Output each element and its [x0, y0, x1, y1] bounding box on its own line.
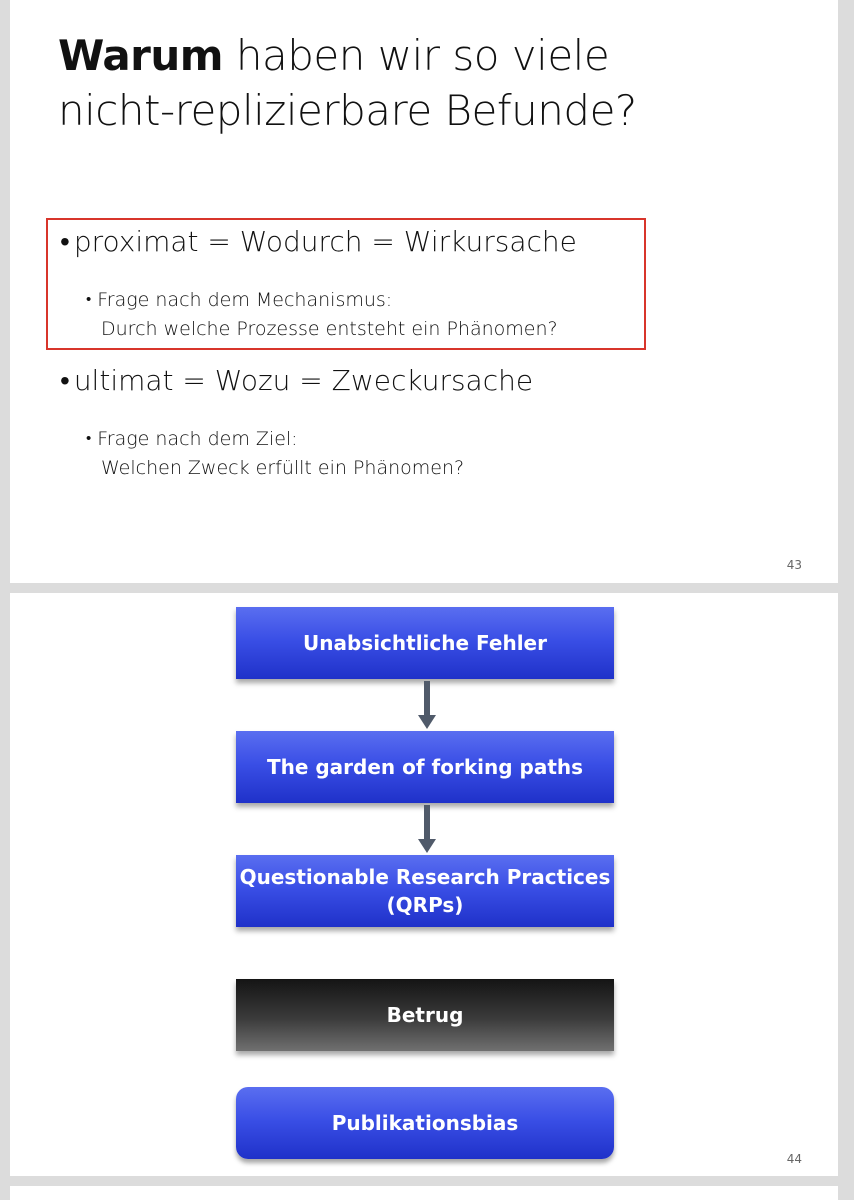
- slide-43: [10, 0, 838, 583]
- flow-box-publikationsbias: [236, 1087, 614, 1159]
- flow-box-label-line2: (QRPs): [386, 893, 464, 917]
- sub-bullet-mechanismus-line1: Frage nach dem Mechanismus:: [97, 289, 393, 311]
- title-bold-word: Warum: [58, 31, 224, 80]
- flow-box-qrps: [236, 855, 614, 927]
- title-line1-rest: haben wir so viele: [223, 31, 610, 80]
- bullet-dot: •: [60, 225, 70, 258]
- flow-box-label: Publikationsbias: [331, 1111, 519, 1135]
- title-line2: nicht-replizierbare Befunde?: [58, 86, 637, 135]
- sub-bullet-ziel-line1: Frage nach dem Ziel:: [97, 428, 298, 450]
- flow-box-label: [240, 863, 611, 919]
- flow-box-unabsichtliche-fehler: [236, 607, 614, 679]
- flow-box-label-line1: Questionable Research Practices: [239, 865, 611, 889]
- bullet-ultimat: [60, 364, 533, 397]
- slide-45-partial: [10, 1186, 838, 1200]
- page-number: 43: [786, 558, 802, 572]
- flow-box-betrug: [236, 979, 614, 1051]
- bullet-proximat: [60, 225, 577, 258]
- bullet-ultimat-text: ultimat = Wozu = Zweckursache: [73, 364, 534, 397]
- sub-bullet-dot: •: [86, 429, 92, 447]
- flow-box-label: Betrug: [386, 1003, 464, 1027]
- page-number: 44: [786, 1152, 802, 1166]
- flow-box-label: Unabsichtliche Fehler: [303, 631, 547, 655]
- sub-bullet-mechanismus-line2: Durch welche Prozesse entsteht ein Phänomen?: [101, 318, 558, 340]
- sub-bullet-ziel-line2: Welchen Zweck erfüllt ein Phänomen?: [101, 457, 465, 479]
- bullet-proximat-text: proximat = Wodurch = Wirkursache: [73, 225, 577, 258]
- sub-bullet-ziel: [86, 424, 464, 483]
- bullet-dot: •: [60, 364, 70, 397]
- flow-box-garden-forking-paths: [236, 731, 614, 803]
- sub-bullet-mechanismus: [86, 285, 558, 344]
- sub-bullet-dot: •: [86, 290, 92, 308]
- flow-box-label: The garden of forking paths: [266, 755, 584, 779]
- slide-title: [58, 28, 798, 138]
- slide-44: [10, 593, 838, 1176]
